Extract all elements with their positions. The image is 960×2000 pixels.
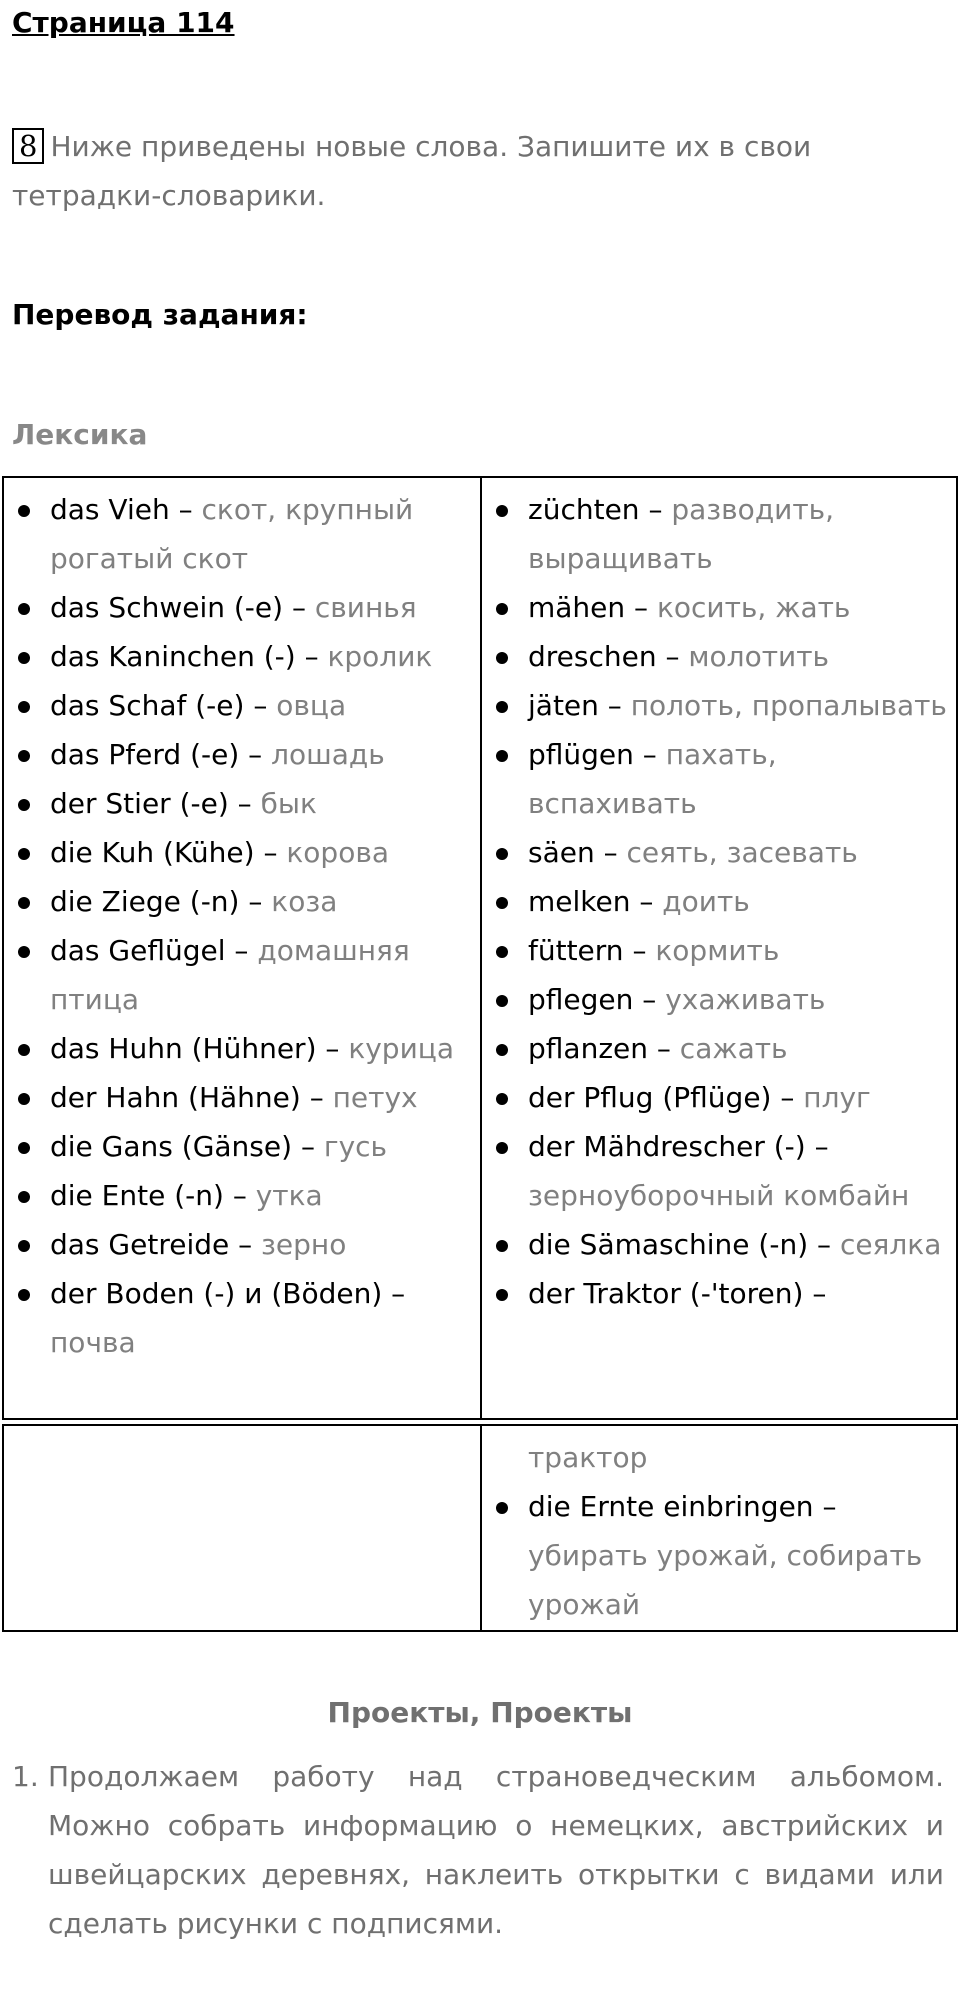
russian-translation: зерно <box>261 1228 347 1261</box>
vocabulary-list-left <box>4 478 480 1367</box>
lexicon-heading: Лексика <box>12 418 148 451</box>
german-word: der Pflug (Pflüge) <box>528 1081 772 1114</box>
russian-translation: почва <box>50 1326 136 1359</box>
entry-dash: – <box>808 1228 840 1261</box>
german-word: das Schwein (-e) <box>50 591 284 624</box>
russian-translation: косить, жать <box>656 591 851 624</box>
vocabulary-entry <box>4 485 480 583</box>
entry-dash: – <box>316 1032 349 1065</box>
german-word: das Vieh <box>50 493 170 526</box>
vocabulary-entry <box>4 681 480 730</box>
russian-translation: коза <box>271 885 338 918</box>
entry-dash: – <box>239 885 272 918</box>
russian-translation: разводить, выращивать <box>528 493 835 575</box>
russian-translation: плуг <box>803 1081 871 1114</box>
vocabulary-entry <box>482 1433 956 1482</box>
vocabulary-entry <box>4 1024 480 1073</box>
vocabulary-entry <box>4 828 480 877</box>
entry-dash: – <box>292 1130 324 1163</box>
entry-dash: – <box>630 885 663 918</box>
entry-dash: – <box>656 640 689 673</box>
vocabulary-column-left-empty <box>4 1426 482 1630</box>
entry-dash: – <box>647 1032 680 1065</box>
vocabulary-entry <box>482 975 956 1024</box>
task-number-badge: 8 <box>12 128 44 164</box>
german-word: säen <box>528 836 595 869</box>
russian-translation: полоть, пропалывать <box>630 689 947 722</box>
entry-dash: – <box>771 1081 804 1114</box>
entry-dash: – <box>295 640 328 673</box>
german-word: das Kaninchen (-) <box>50 640 296 673</box>
vocabulary-entry <box>4 1073 480 1122</box>
vocabulary-entry <box>4 632 480 681</box>
vocabulary-entry <box>482 1269 956 1318</box>
vocabulary-entry <box>4 1122 480 1171</box>
russian-translation: утка <box>255 1179 323 1212</box>
russian-translation: убирать урожай, собирать урожай <box>528 1539 923 1621</box>
german-word: die Gans (Gänse) <box>50 1130 293 1163</box>
german-word: die Sämaschine (-n) <box>528 1228 809 1261</box>
vocabulary-entry <box>482 632 956 681</box>
entry-dash: – <box>254 836 287 869</box>
vocabulary-entry <box>482 1024 956 1073</box>
entry-dash: – <box>283 591 315 624</box>
vocabulary-table-continued <box>2 1424 958 1632</box>
vocabulary-entry <box>4 1171 480 1220</box>
vocabulary-entry <box>482 1482 956 1629</box>
entry-dash: – <box>623 934 656 967</box>
german-word: pflanzen <box>528 1032 648 1065</box>
russian-translation: скот, крупный рогатый скот <box>50 493 414 575</box>
entry-dash: – <box>169 493 202 526</box>
entry-dash: – <box>813 1490 837 1523</box>
vocabulary-entry <box>482 485 956 583</box>
vocabulary-column-right <box>482 478 956 1418</box>
vocabulary-entry <box>482 681 956 730</box>
projects-list <box>12 1752 944 1948</box>
russian-translation: сеялка <box>839 1228 942 1261</box>
entry-dash: – <box>225 934 258 967</box>
vocabulary-table <box>2 476 958 1420</box>
project-item-number: 1. <box>12 1760 39 1793</box>
vocabulary-entry <box>482 1220 956 1269</box>
vocabulary-column-left <box>4 478 482 1418</box>
russian-translation: ухаживать <box>665 983 826 1016</box>
vocabulary-entry <box>4 1269 480 1367</box>
vocabulary-entry <box>482 1122 956 1220</box>
german-word: der Stier (-e) <box>50 787 229 820</box>
german-word: die Kuh (Kühe) <box>50 836 255 869</box>
russian-translation: бык <box>260 787 317 820</box>
russian-translation: овца <box>276 689 347 722</box>
russian-translation: курица <box>348 1032 454 1065</box>
russian-translation: трактор <box>528 1441 648 1474</box>
entry-dash: – <box>223 1179 256 1212</box>
russian-translation: молотить <box>688 640 830 673</box>
vocabulary-entry <box>4 1220 480 1269</box>
entry-dash: – <box>639 493 672 526</box>
german-word: das Pferd (-e) <box>50 738 240 771</box>
project-item-text: Продолжаем работу над страноведческим альбомом. Можно собрать информацию о немецких, австрийских и швейцарских деревнях, наклеить открытки с видами или сделать рисунки с подписями. <box>48 1760 944 1940</box>
vocabulary-list-right <box>482 478 956 1318</box>
russian-translation: сеять, засевать <box>626 836 858 869</box>
vocabulary-entry <box>482 730 956 828</box>
german-word: die Ziege (-n) <box>50 885 240 918</box>
vocabulary-entry <box>4 926 480 1024</box>
vocabulary-entry <box>482 1073 956 1122</box>
projects-heading: Проекты, Проекты <box>327 1696 633 1729</box>
entry-dash: – <box>805 1130 829 1163</box>
russian-translation: лошадь <box>271 738 385 771</box>
vocabulary-column-right-continued <box>482 1426 956 1630</box>
german-word: das Schaf (-e) <box>50 689 245 722</box>
vocabulary-entry <box>482 926 956 975</box>
page-title: Страница 114 <box>12 6 235 39</box>
russian-translation: свинья <box>314 591 417 624</box>
entry-dash: – <box>633 738 666 771</box>
vocabulary-entry <box>4 877 480 926</box>
project-item <box>12 1752 944 1948</box>
vocabulary-entry <box>4 779 480 828</box>
german-word: pflügen <box>528 738 634 771</box>
german-word: das Huhn (Hühner) <box>50 1032 317 1065</box>
entry-dash: – <box>803 1277 827 1310</box>
german-word: füttern <box>528 934 624 967</box>
entry-dash: – <box>382 1277 406 1310</box>
german-word: der Hahn (Hähne) <box>50 1081 301 1114</box>
entry-dash: – <box>633 983 666 1016</box>
russian-translation: петух <box>332 1081 418 1114</box>
russian-translation: корова <box>286 836 389 869</box>
german-word: jäten <box>528 689 599 722</box>
entry-dash: – <box>300 1081 333 1114</box>
russian-translation: пахать, вспахивать <box>528 738 777 820</box>
russian-translation: домашняя птица <box>50 934 410 1016</box>
entry-dash: – <box>239 738 272 771</box>
russian-translation: доить <box>662 885 750 918</box>
russian-translation: кролик <box>327 640 433 673</box>
vocabulary-entry <box>4 583 480 632</box>
german-word: pflegen <box>528 983 634 1016</box>
translation-heading: Перевод задания: <box>12 298 308 331</box>
german-word: das Geflügel <box>50 934 226 967</box>
german-word: der Traktor (-'toren) <box>528 1277 804 1310</box>
german-word: melken <box>528 885 631 918</box>
german-word: züchten <box>528 493 640 526</box>
entry-dash: – <box>598 689 631 722</box>
german-word: das Getreide <box>50 1228 230 1261</box>
vocabulary-entry <box>482 828 956 877</box>
russian-translation: кормить <box>655 934 780 967</box>
task-instruction <box>12 122 912 220</box>
vocabulary-entry <box>4 730 480 779</box>
vocabulary-entry <box>482 877 956 926</box>
german-word: dreschen <box>528 640 657 673</box>
entry-dash: – <box>244 689 277 722</box>
entry-dash: – <box>228 787 261 820</box>
german-word: die Ernte einbringen <box>528 1490 814 1523</box>
vocabulary-entry <box>482 583 956 632</box>
german-word: der Mähdrescher (-) <box>528 1130 806 1163</box>
german-word: der Boden (-) и (Böden) <box>50 1277 383 1310</box>
german-word: die Ente (-n) <box>50 1179 224 1212</box>
russian-translation: сажать <box>679 1032 788 1065</box>
vocabulary-list-right-continued <box>482 1426 956 1629</box>
entry-dash: – <box>625 591 657 624</box>
german-word: mähen <box>528 591 626 624</box>
russian-translation: зерноуборочный комбайн <box>528 1179 910 1212</box>
entry-dash: – <box>594 836 627 869</box>
russian-translation: гусь <box>323 1130 388 1163</box>
task-text: Ниже приведены новые слова. Запишите их в свои тетрадки-словарики. <box>12 130 812 212</box>
entry-dash: – <box>229 1228 262 1261</box>
